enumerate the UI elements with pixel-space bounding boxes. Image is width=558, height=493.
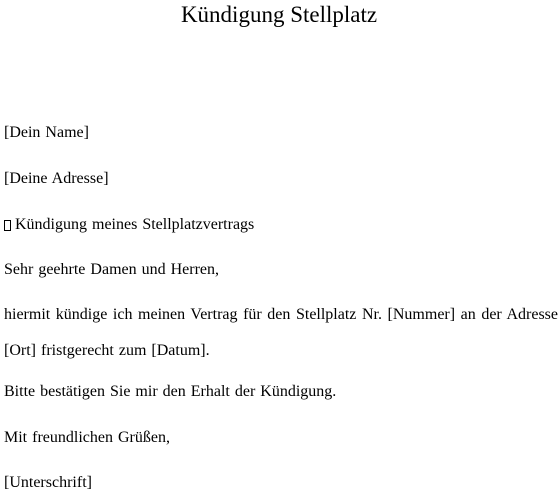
document-title: Kündigung Stellplatz (180, 2, 378, 27)
subject-text: Kündigung meines Stellplatzvertrags (15, 216, 255, 233)
sender-name: [Dein Name] (4, 124, 89, 141)
subject-line (4, 215, 254, 237)
confirmation-request: Bitte bestätigen Sie mir den Erhalt der Kündigung. (4, 383, 337, 400)
sender-address: [Deine Adresse] (4, 170, 109, 187)
closing-phrase: Mit freundlichen Grüßen, (4, 429, 170, 446)
body-paragraph: hiermit kündige ich meinen Vertrag für den Stellplatz Nr. [Nummer] an der Adresse [Ort] fristgerecht zum [Datum]. (4, 306, 558, 359)
salutation: Sehr geehrte Damen und Herren, (4, 261, 220, 278)
signature-placeholder: [Unterschrift] (4, 474, 92, 491)
missing-glyph-icon (4, 220, 11, 231)
